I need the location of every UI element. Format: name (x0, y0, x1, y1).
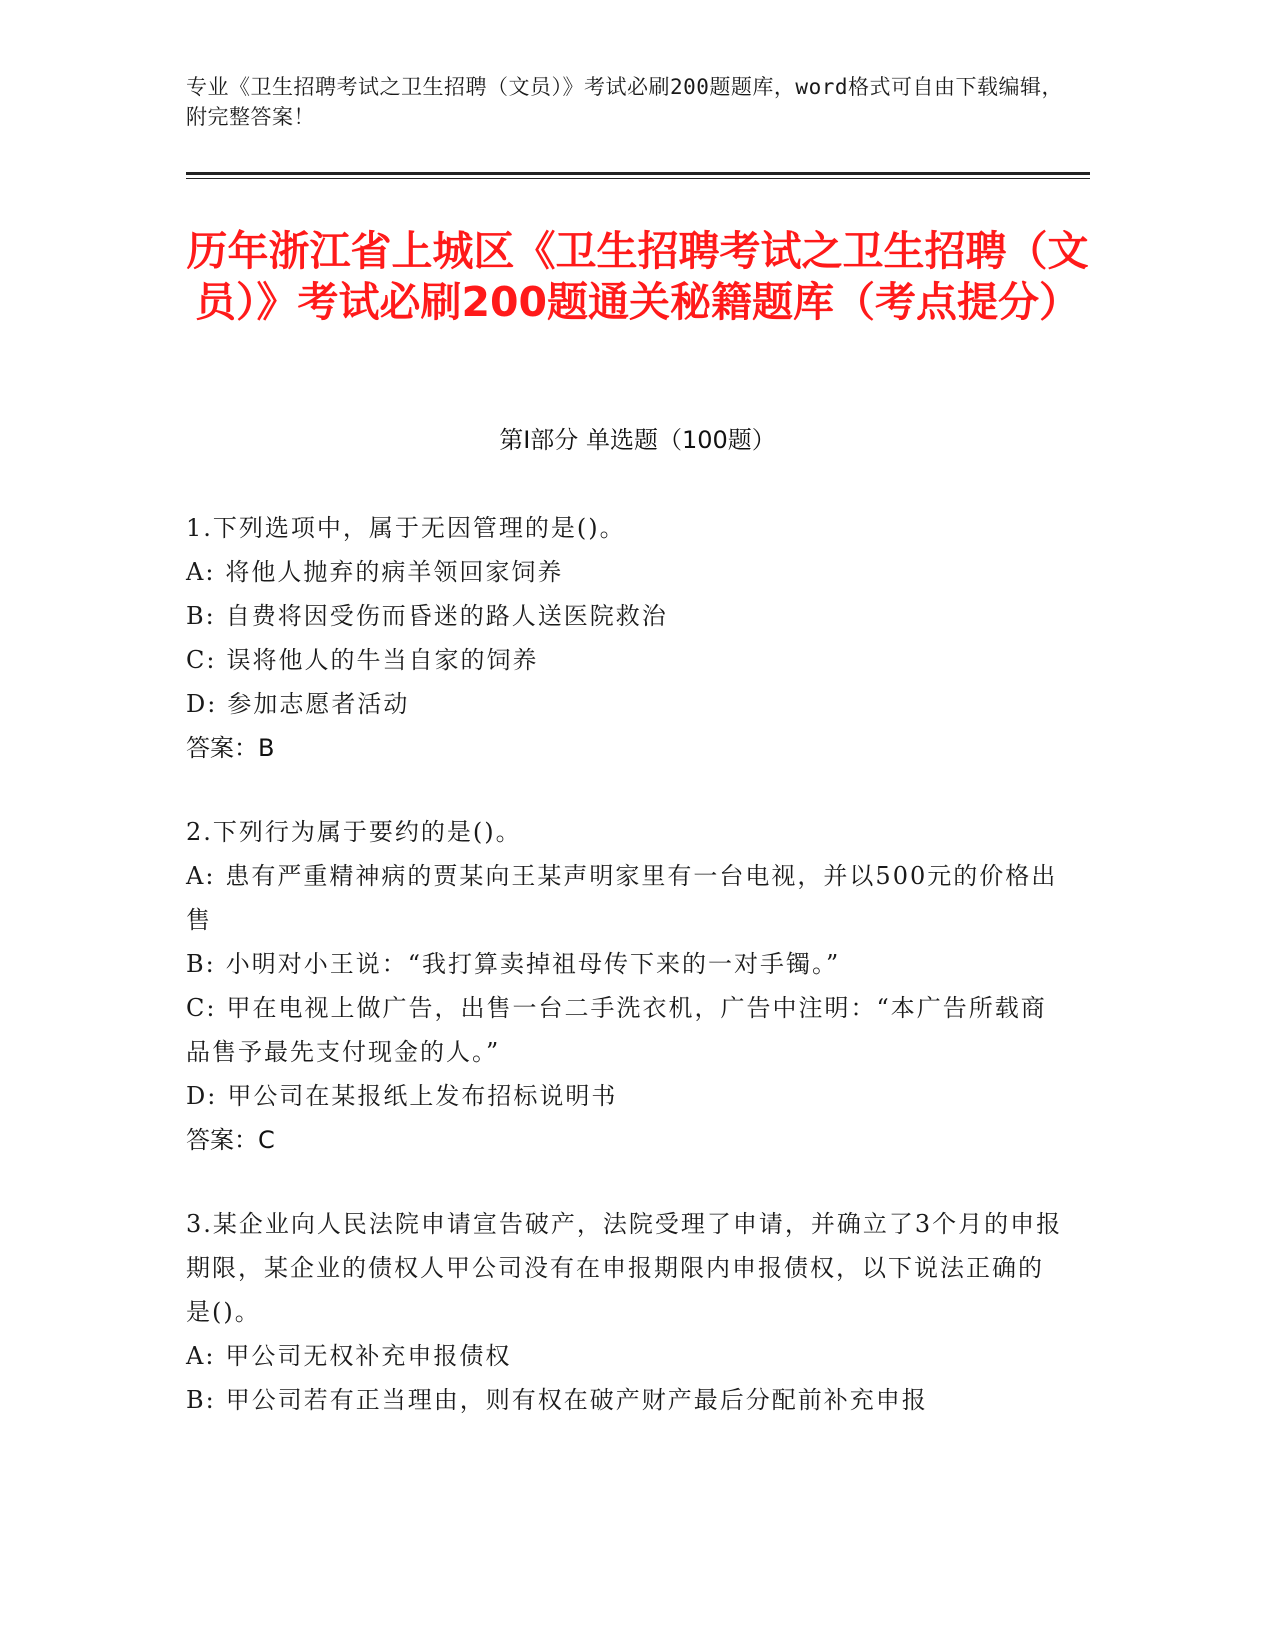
option-a (186, 1334, 1066, 1378)
option-text: 甲公司在某报纸上发布招标说明书 (227, 1082, 618, 1110)
option-letter: C: (186, 646, 217, 674)
option-b (186, 594, 1066, 638)
header-rule-thin (186, 178, 1090, 179)
question-2 (186, 810, 1066, 1162)
option-b (186, 942, 1066, 986)
answer-line: 答案：C (186, 1126, 275, 1154)
option-d (186, 1074, 1066, 1118)
answer-line: 答案：B (186, 734, 275, 762)
question-list (186, 506, 1066, 1462)
option-letter: B: (186, 1386, 216, 1414)
option-text: 将他人抛弃的病羊领回家饲养 (225, 558, 564, 586)
option-c (186, 986, 1066, 1074)
option-letter: C: (186, 994, 217, 1022)
option-a (186, 854, 1066, 942)
option-letter: A: (186, 1342, 216, 1370)
option-text: 患有严重精神病的贾某向王某声明家里有一台电视，并以500元的价格出售 (186, 862, 1058, 934)
header-rule-thick (186, 172, 1090, 175)
question-stem: 3.某企业向人民法院申请宣告破产，法院受理了申请，并确立了3个月的申报期限，某企业的债权人甲公司没有在申报期限内申报债权，以下说法正确的是()。 (186, 1210, 1063, 1326)
option-letter: A: (186, 862, 216, 890)
option-text: 自费将因受伤而昏迷的路人送医院救治 (225, 602, 668, 630)
option-c (186, 638, 1066, 682)
question-3 (186, 1202, 1066, 1422)
option-text: 甲公司若有正当理由，则有权在破产财产最后分配前补充申报 (225, 1386, 928, 1414)
question-1 (186, 506, 1066, 770)
option-b (186, 1378, 1066, 1422)
option-a (186, 550, 1066, 594)
option-text: 参加志愿者活动 (227, 690, 410, 718)
option-letter: B: (186, 602, 216, 630)
option-d (186, 682, 1066, 726)
option-text: 甲公司无权补充申报债权 (225, 1342, 512, 1370)
header-note: 专业《卫生招聘考试之卫生招聘（文员）》考试必刷200题题库，word格式可自由下载编辑，附完整答案！ (186, 75, 1063, 129)
option-text: 小明对小王说：“我打算卖掉祖母传下来的一对手镯。” (225, 950, 841, 978)
section-heading: 第I部分 单选题（100题） (499, 426, 776, 454)
document-title: 历年浙江省上城区《卫生招聘考试之卫生招聘（文员）》考试必刷200题通关秘籍题库（考点提分） (186, 227, 1089, 326)
option-letter: B: (186, 950, 216, 978)
question-stem: 1.下列选项中，属于无因管理的是()。 (186, 514, 626, 542)
option-letter: A: (186, 558, 216, 586)
option-text: 误将他人的牛当自家的饲养 (226, 646, 539, 674)
question-stem: 2.下列行为属于要约的是()。 (186, 818, 522, 846)
option-text: 甲在电视上做广告，出售一台二手洗衣机，广告中注明：“本广告所载商品售予最先支付现金的人。” (186, 994, 1047, 1066)
option-letter: D: (186, 690, 218, 718)
option-letter: D: (186, 1082, 218, 1110)
